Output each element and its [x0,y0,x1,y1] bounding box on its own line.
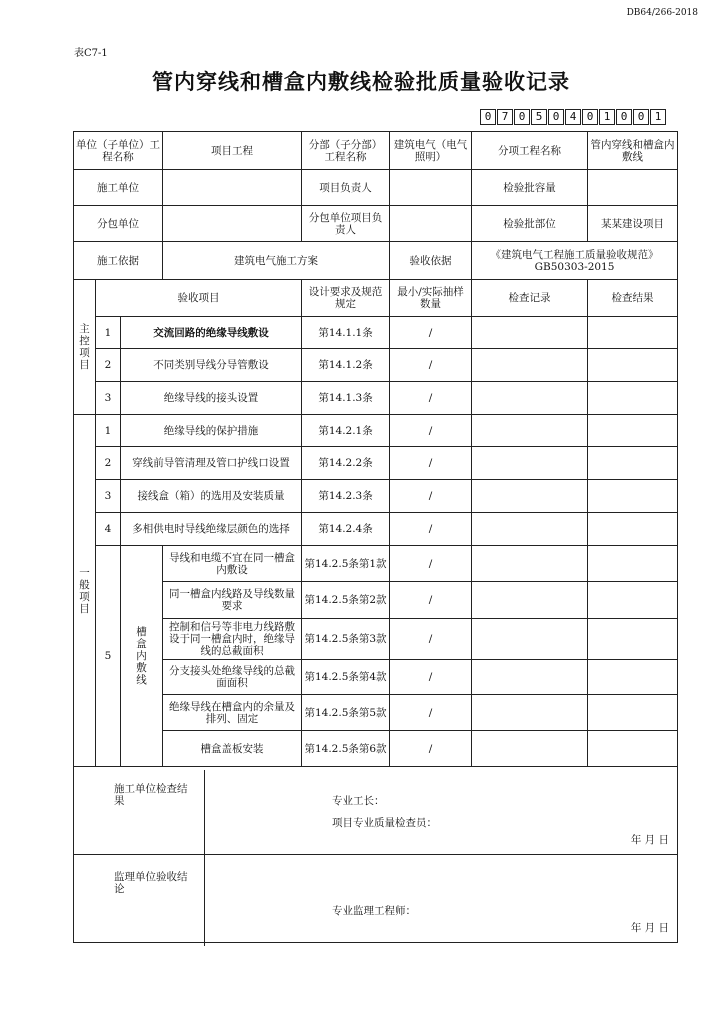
table-row [74,415,678,447]
row-result[interactable] [588,619,678,660]
general-items-label: 一 般 项 目 [74,415,96,767]
table-row [74,731,678,767]
col-design-header: 设计要求及规范规定 [302,280,390,317]
row-sample[interactable]: / [390,731,472,767]
row-item: 绝缘导线在槽盒内的余量及排列、固定 [163,695,302,731]
row-no: 3 [96,382,121,415]
contractor-label: 施工单位 [74,170,163,206]
table-row [74,513,678,546]
code-digit[interactable]: 0 [616,109,632,125]
table-row [74,582,678,619]
row-item: 绝缘导线的保护措施 [121,415,302,447]
row-spec: 第14.2.5条第2款 [302,582,390,619]
row-record[interactable] [472,415,588,447]
batch-part-label: 检验批部位 [472,206,588,242]
row-record[interactable] [472,480,588,513]
batch-capacity-value[interactable] [588,170,678,206]
row-sample[interactable]: / [390,382,472,415]
row-record[interactable] [472,382,588,415]
row-spec: 第14.1.1条 [302,317,390,349]
quality-inspector-label: 项目专业质量检查员： [332,817,437,829]
row-item: 控制和信号等非电力线路敷设于同一槽盒内时，绝缘导线的总截面积 [163,619,302,660]
row-item: 不同类别导线分导管敷设 [121,349,302,382]
row-record[interactable] [472,546,588,582]
row-record[interactable] [472,695,588,731]
row-result[interactable] [588,546,678,582]
foreman-label: 专业工长： [332,795,385,807]
code-digit[interactable]: 1 [650,109,666,125]
row-spec: 第14.2.1条 [302,415,390,447]
row-result[interactable] [588,513,678,546]
subdivision-value[interactable]: 建筑电气（电气照明） [390,132,472,170]
code-boxes [480,109,667,125]
row-item: 多相供电时导线绝缘层颜色的选择 [121,513,302,546]
row-result[interactable] [588,349,678,382]
sign-divider [204,770,205,946]
row-result[interactable] [588,317,678,349]
row-result[interactable] [588,582,678,619]
row-result[interactable] [588,695,678,731]
code-digit[interactable]: 1 [599,109,615,125]
trunking-group-label: 槽 盒 内 敷 线 [121,546,163,767]
supervision-date: 年 月 日 [630,922,670,934]
col-result-header: 检查结果 [588,280,678,317]
unit-name-value[interactable]: 项目工程 [163,132,302,170]
table-row [74,382,678,415]
table-row [74,317,678,349]
row-sample[interactable]: / [390,513,472,546]
subcontractor-value[interactable] [163,206,302,242]
sub-pm-label: 分包单位项目负责人 [302,206,390,242]
row-no: 3 [96,480,121,513]
row-item: 绝缘导线的接头设置 [121,382,302,415]
row-result[interactable] [588,660,678,695]
row-item: 交流回路的绝缘导线敷设 [121,317,302,349]
row-record[interactable] [472,513,588,546]
table-row [74,447,678,480]
page-title: 管内穿线和槽盒内敷线检验批质量验收记录 [152,70,570,94]
table-row [74,660,678,695]
row-record[interactable] [472,349,588,382]
subcontractor-label: 分包单位 [74,206,163,242]
table-row [74,349,678,382]
row-spec: 第14.2.4条 [302,513,390,546]
row-record[interactable] [472,731,588,767]
supervision-check-block[interactable] [74,855,678,943]
construction-basis-label: 施工依据 [74,242,163,280]
row-spec: 第14.2.5条第5款 [302,695,390,731]
item-name-label: 分项工程名称 [472,132,588,170]
supervision-check-label: 监理单位验收结论 [114,871,188,895]
table-row [74,480,678,513]
row-sample[interactable]: / [390,349,472,382]
contractor-value[interactable] [163,170,302,206]
row-record[interactable] [472,660,588,695]
row-result[interactable] [588,480,678,513]
row-sample[interactable]: / [390,660,472,695]
batch-part-value[interactable]: 某某建设项目 [588,206,678,242]
row-no: 2 [96,349,121,382]
code-digit[interactable]: 7 [497,109,513,125]
construction-check-block[interactable] [74,767,678,855]
row-no: 1 [96,317,121,349]
row-item: 接线盒（箱）的选用及安装质量 [121,480,302,513]
row-sample[interactable]: / [390,447,472,480]
project-manager-value[interactable] [390,170,472,206]
construction-check-label: 施工单位检查结果 [114,783,188,807]
supervisor-label: 专业监理工程师： [332,905,416,917]
code-digit[interactable]: 4 [565,109,581,125]
row-spec: 第14.2.2条 [302,447,390,480]
form-id: 表C7-1 [74,48,108,59]
row-sample[interactable]: / [390,582,472,619]
acceptance-basis-label: 验收依据 [390,242,472,280]
subdivision-label: 分部（子分部）工程名称 [302,132,390,170]
row-record[interactable] [472,317,588,349]
row-spec: 第14.2.5条第1款 [302,546,390,582]
table-row [74,619,678,660]
row-no: 2 [96,447,121,480]
row-spec: 第14.1.2条 [302,349,390,382]
row-record[interactable] [472,619,588,660]
construction-date: 年 月 日 [630,834,670,846]
table-row [74,546,678,582]
row-no: 1 [96,415,121,447]
row-sample[interactable]: / [390,619,472,660]
row-sample[interactable]: / [390,695,472,731]
row-spec: 第14.2.5条第3款 [302,619,390,660]
code-digit[interactable]: 0 [514,109,530,125]
sub-pm-value[interactable] [390,206,472,242]
inspection-form [73,131,678,943]
document-code: DB64/266-2018 [626,8,698,18]
row-sample[interactable]: / [390,480,472,513]
col-item-header: 验收项目 [96,280,302,317]
code-digit[interactable]: 0 [633,109,649,125]
row-item: 穿线前导管清理及管口护线口设置 [121,447,302,480]
row-result[interactable] [588,447,678,480]
item-name-value[interactable]: 管内穿线和槽盒内敷线 [588,132,678,170]
row-record[interactable] [472,447,588,480]
row-item: 同一槽盒内线路及导线数量要求 [163,582,302,619]
row-sample[interactable]: / [390,415,472,447]
row-item: 导线和电缆不宜在同一槽盒内敷设 [163,546,302,582]
col-record-header: 检查记录 [472,280,588,317]
code-digit[interactable]: 0 [582,109,598,125]
project-manager-label: 项目负责人 [302,170,390,206]
code-digit[interactable]: 5 [531,109,547,125]
row-sample[interactable]: / [390,317,472,349]
row-no: 4 [96,513,121,546]
row-result[interactable] [588,382,678,415]
batch-capacity-label: 检验批容量 [472,170,588,206]
col-sample-header: 最小/实际抽样数量 [390,280,472,317]
row-item: 槽盒盖板安装 [163,731,302,767]
row-item: 分支接头处绝缘导线的总截面面积 [163,660,302,695]
row-result[interactable] [588,731,678,767]
acceptance-basis-value[interactable]: 《建筑电气工程施工质量验收规范》GB50303-2015 [472,242,678,280]
row-sample[interactable]: / [390,546,472,582]
row-spec: 第14.1.3条 [302,382,390,415]
row-result[interactable] [588,415,678,447]
construction-basis-value[interactable]: 建筑电气施工方案 [163,242,390,280]
table-row [74,695,678,731]
row-spec: 第14.2.5条第4款 [302,660,390,695]
row-record[interactable] [472,582,588,619]
main-control-label: 主 控 项 目 [74,280,96,415]
code-digit[interactable]: 0 [548,109,564,125]
row-spec: 第14.2.3条 [302,480,390,513]
code-digit[interactable]: 0 [480,109,496,125]
row-no: 5 [96,546,121,767]
unit-name-label: 单位（子单位）工程名称 [74,132,163,170]
row-spec: 第14.2.5条第6款 [302,731,390,767]
